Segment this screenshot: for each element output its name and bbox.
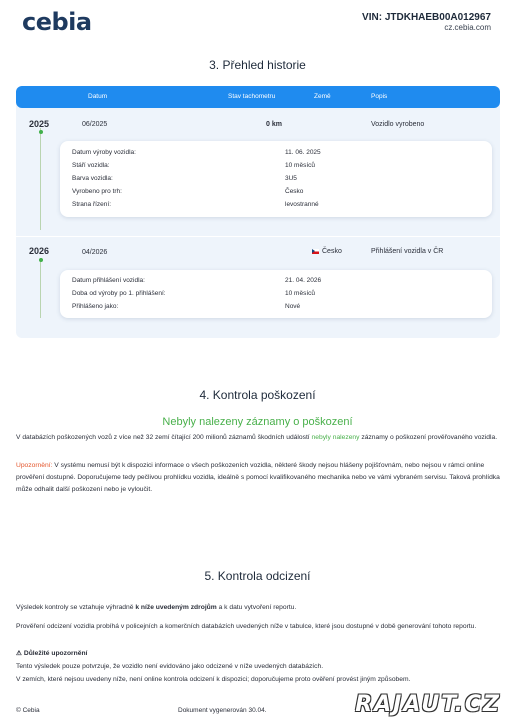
entry-year: 2026: [29, 246, 50, 256]
country-label: Česko: [322, 248, 342, 255]
footer-generated: Dokument vygenerován 30.04.: [178, 707, 267, 714]
damage-result: Nebyly nalezeny záznamy o poškození: [162, 416, 353, 428]
entry-odometer: 0 km: [266, 121, 282, 128]
czech-flag-icon: [312, 249, 319, 254]
warning-triangle-icon: ⚠: [16, 650, 22, 657]
column-odometer: Stav tachometru: [228, 93, 276, 100]
detail-label: Přihlášeno jako:: [72, 303, 119, 310]
detail-label: Strana řízení:: [72, 201, 112, 208]
theft-paragraph-1: [16, 602, 500, 614]
timeline-line: [40, 128, 41, 230]
detail-value: 21. 04. 2026: [285, 277, 322, 284]
detail-label: Doba od výroby po 1. přihlášení:: [72, 290, 166, 297]
theft-section-title: 5. Kontrola odcizení: [204, 569, 311, 583]
detail-value: levostranné: [285, 201, 319, 208]
timeline-dot: [39, 258, 43, 262]
history-table-header: [16, 86, 500, 108]
theft-text-bold: k níže uvedeným zdrojům: [135, 604, 217, 611]
history-section-title: 3. Přehled historie: [209, 58, 306, 72]
detail-label: Barva vozidla:: [72, 175, 113, 182]
entry-description: Přihlášení vozidla v ČR: [371, 248, 444, 255]
column-country: Země: [314, 93, 331, 100]
notice-heading: [16, 648, 500, 660]
timeline-dot: [39, 130, 43, 134]
damage-warning: [16, 460, 500, 496]
warning-text: V systému nemusí být k dispozici informace o všech poškozeních vozidla, některé škody nejsou hlášeny pojišťovnám, nebo nejsou v rámci online prověření dostupné. Doporučujeme tedy pečlivou prohlídku vozidla, ideálně s pomocí kvalifikovaného mechanika nebo ve vámi vybraném servisu. Taková prohlídka může odhalit další poškození nebo je vyloučit.: [16, 462, 500, 493]
entry-country: [312, 248, 342, 255]
notice-line-1: Tento výsledek pouze potvrzuje, že vozidlo není evidováno jako odcizené v níže uvedených databázích.: [16, 663, 324, 670]
damage-text: záznamy o poškození prověřovaného vozidla.: [361, 434, 498, 441]
footer-copyright: © Cebia: [16, 707, 40, 714]
theft-text: Výsledek kontroly se vztahuje výhradně: [16, 604, 134, 611]
notice-title: Důležité upozornění: [23, 650, 88, 657]
entry-date: 06/2025: [82, 121, 108, 128]
theft-text: a k datu vytvoření reportu.: [218, 604, 297, 611]
entry-year: 2025: [29, 119, 50, 129]
detail-value: Nové: [285, 303, 301, 310]
detail-value: 3U5: [285, 175, 297, 182]
detail-label: Datum výroby vozidla:: [72, 149, 136, 156]
entry-divider: [16, 236, 500, 237]
column-description: Popis: [371, 93, 388, 100]
damage-highlight: nebyly nalezeny: [311, 434, 360, 441]
detail-value: Česko: [285, 188, 304, 195]
detail-label: Vyrobeno pro trh:: [72, 188, 122, 195]
detail-value: 10 měsíců: [285, 290, 315, 297]
damage-section-title: 4. Kontrola poškození: [199, 388, 316, 402]
damage-paragraph: [16, 432, 500, 444]
notice-line-2: V zemích, které nejsou uvedeny níže, není online kontrola odcizení k dispozici; doporučujeme proto ověření provést jiným způsobem.: [16, 676, 411, 683]
detail-value: 10 měsíců: [285, 162, 315, 169]
detail-label: Datum přihlášení vozidla:: [72, 277, 145, 284]
cebia-logo: cebia: [22, 8, 92, 36]
damage-text: V databázích poškozených vozů z více než 32 zemí čítající 200 milionů záznamů škodních událostí: [16, 434, 310, 441]
timeline-line: [40, 258, 41, 318]
theft-paragraph-2: Prověření odcizení vozidla probíhá v policejních a komerčních databázích uvedených níže v tabulce, které jsou dostupné v době generování tohoto reportu.: [16, 623, 477, 630]
warning-label: Upozornění:: [16, 462, 53, 469]
column-date: Datum: [88, 93, 108, 100]
site-url: cz.cebia.com: [444, 23, 491, 32]
detail-card: [60, 141, 492, 217]
entry-description: Vozidlo vyrobeno: [371, 121, 425, 128]
detail-value: 11. 06. 2025: [285, 149, 321, 156]
watermark: RAJAUT.CZ: [355, 692, 501, 717]
detail-card: [60, 270, 492, 318]
vin-number: VIN: JTDKHAEB00A012967: [362, 12, 491, 23]
detail-label: Stáří vozidla:: [72, 162, 110, 169]
entry-date: 04/2026: [82, 249, 108, 256]
